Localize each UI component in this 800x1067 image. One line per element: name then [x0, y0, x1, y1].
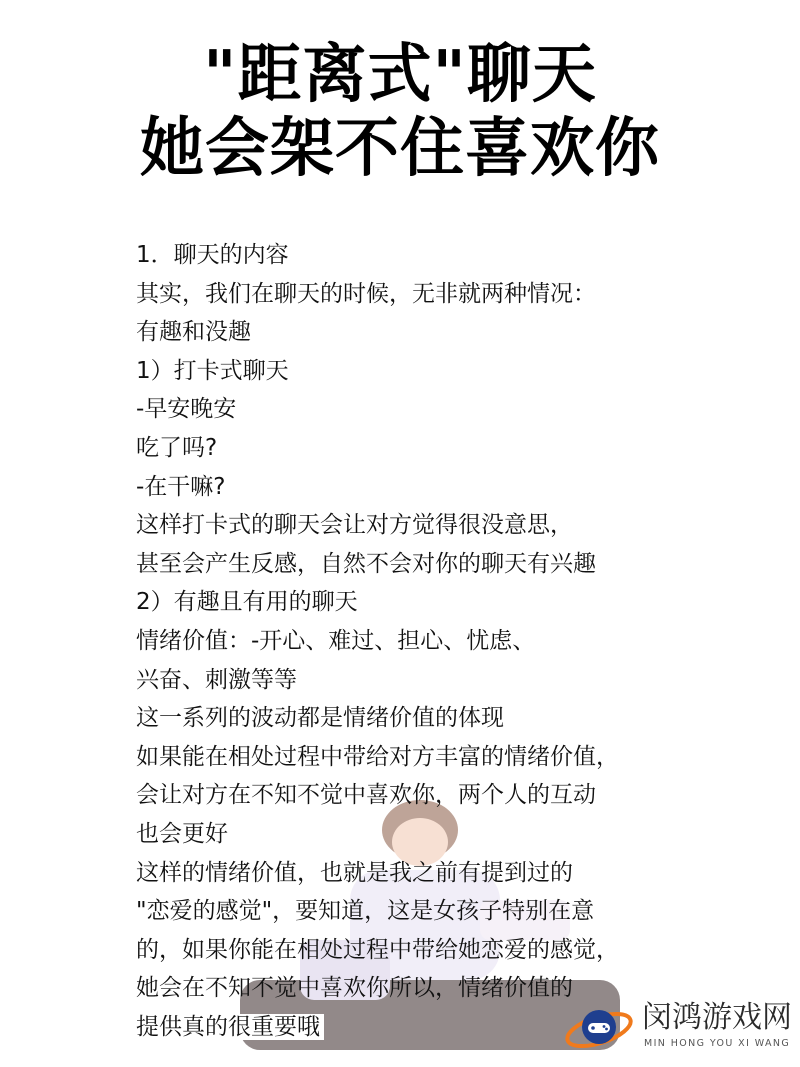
text-line: 如果能在相处过程中带给对方丰富的情绪价值，: [136, 743, 619, 770]
watermark-pinyin: MIN HONG YOU XI WANG: [644, 1038, 791, 1049]
text-line: 也会更好: [136, 820, 228, 847]
text-line: 吃了吗?: [136, 434, 218, 461]
gamepad-icon: [562, 1000, 636, 1054]
text-line: 这样打卡式的聊天会让对方觉得很没意思，: [136, 512, 573, 539]
text-line: "恋爱的感觉"，要知道，这是女孩子特别在意: [136, 898, 595, 925]
text-line-content: 提供真的很重要哦: [136, 1014, 324, 1040]
text-line: 1）打卡式聊天: [136, 357, 289, 384]
site-watermark: [562, 996, 792, 1058]
page-title-line1: "距离式"聊天: [203, 38, 597, 112]
text-line: 兴奋、刺激等等: [136, 666, 297, 693]
text-line: 其实，我们在聊天的时候，无非就两种情况：: [136, 280, 596, 307]
text-line: 她会在不知不觉中喜欢你所以，情绪价值的: [136, 975, 573, 1002]
text-line: 甚至会产生反感，自然不会对你的聊天有兴趣: [136, 550, 596, 577]
text-line: 2）有趣且有用的聊天: [136, 589, 358, 616]
text-line: -在干嘛?: [136, 473, 226, 500]
text-line: 情绪价值：-开心、难过、担心、忧虑、: [136, 627, 536, 654]
text-line: 1．聊天的内容: [136, 242, 289, 268]
text-line: 这一系列的波动都是情绪价值的体现: [136, 705, 504, 732]
watermark-name: 闵鸿游戏网: [642, 1000, 792, 1035]
article-body: [136, 236, 756, 1046]
text-line: 有趣和没趣: [136, 319, 251, 346]
text-line: 的，如果你能在相处过程中带给她恋爱的感觉，: [136, 936, 619, 963]
text-line: -早安晚安: [136, 396, 237, 423]
text-line: 这样的情绪价值，也就是我之前有提到过的: [136, 859, 573, 886]
text-line: 会让对方在不知不觉中喜欢你，两个人的互动: [136, 782, 596, 809]
page-title-line2: 她会架不住喜欢你: [140, 112, 660, 186]
